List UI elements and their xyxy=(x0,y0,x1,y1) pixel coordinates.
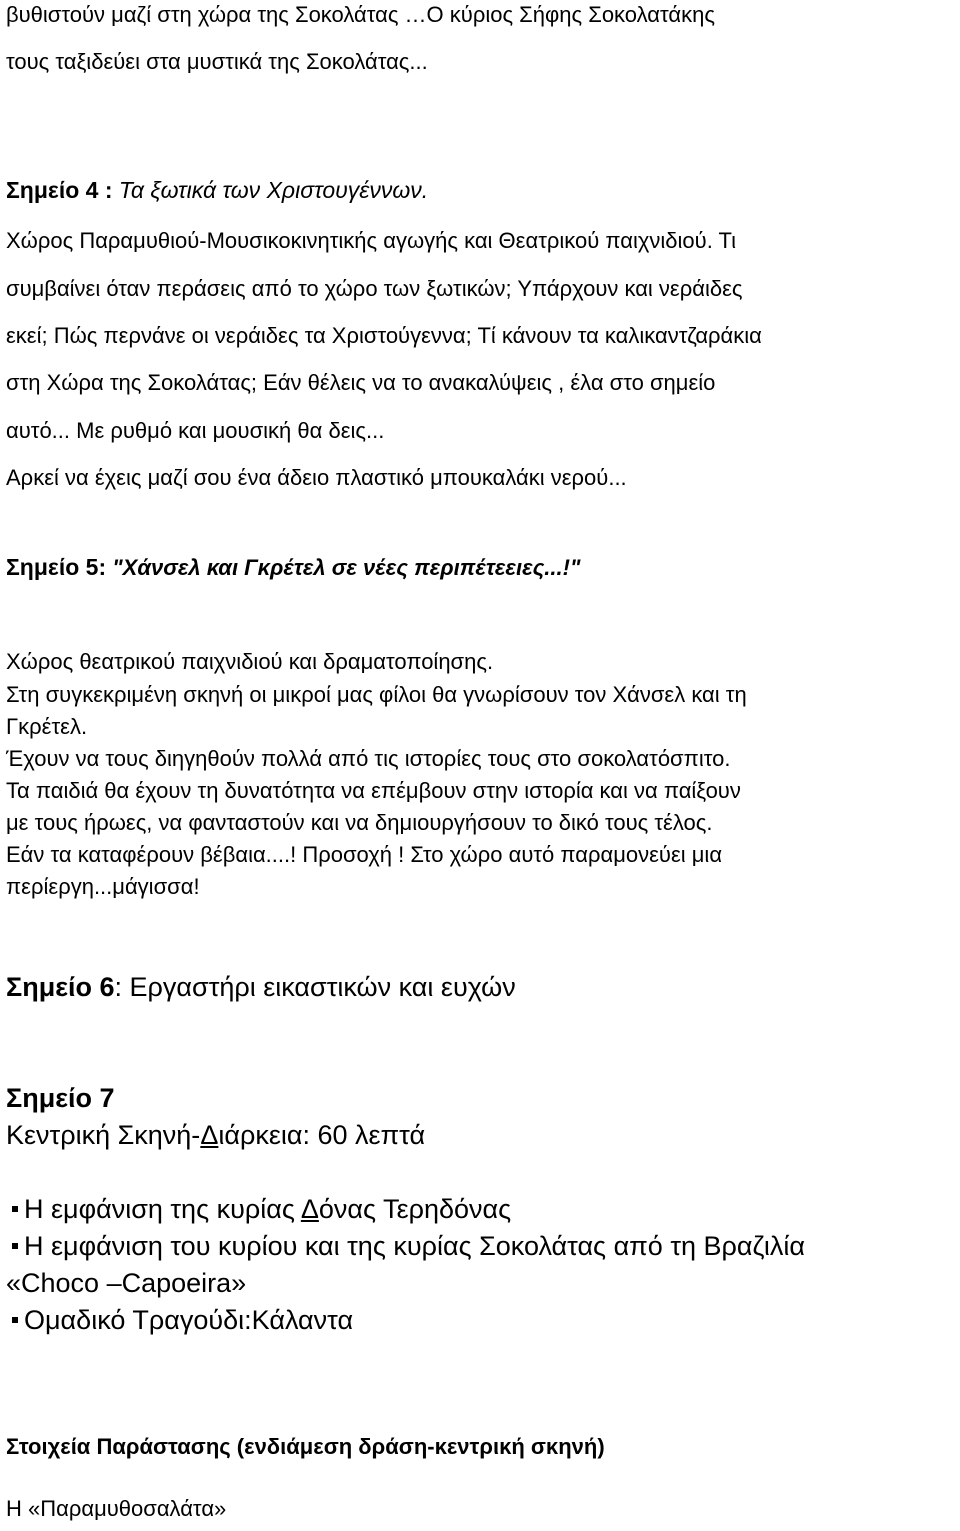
point7-label: Σημείο 7 xyxy=(6,1083,115,1113)
intro-line-1: βυθιστούν μαζί στη χώρα της Σοκολάτας …Ο κύριος Σήφης Σοκολατάκης xyxy=(6,2,715,27)
point7-subtitle-text: Κεντρική Σκηνή- xyxy=(6,1120,201,1150)
point4-line-2: συμβαίνει όταν περάσεις από το χώρο των ξωτικών; Υπάρχουν και νεράιδες xyxy=(6,276,743,301)
point4-label: Σημείο 4 : xyxy=(6,177,113,203)
point4-line-4: στη Χώρα της Σοκολάτας; Εάν θέλεις να το ανακαλύψεις , έλα στο σημείο xyxy=(6,370,716,395)
point7-item-1-rest: όνας Τερηδόνας xyxy=(318,1194,512,1224)
point5-title: "Χάνσελ και Γκρέτελ σε νέες περιπέτεειες...!" xyxy=(106,555,581,580)
point5-label: Σημείο 5: xyxy=(6,554,107,580)
point5-heading xyxy=(6,554,580,581)
point5-line-7: Εάν τα καταφέρουν βέβαια....! Προσοχή ! Στο χώρο αυτό παραμονεύει μια xyxy=(6,842,723,867)
point4-line-3: εκεί; Πώς περνάνε οι νεράιδες τα Χριστούγεννα; Τί κάνουν τα καλικαντζαράκια xyxy=(6,323,762,348)
point7-subtitle-rest: ιάρκεια: 60 λεπτά xyxy=(218,1120,426,1150)
point7-item-3-text: Ομαδικό Τραγούδι:Κάλαντα xyxy=(24,1305,354,1335)
bullet-icon xyxy=(12,1317,18,1323)
intro-line-2: τους ταξιδεύει στα μυστικά της Σοκολάτας... xyxy=(6,49,428,74)
elements-line: Η «Παραμυθοσαλάτα» xyxy=(6,1496,227,1521)
point5-line-8: περίεργη...μάγισσα! xyxy=(6,874,200,899)
point7-item-2-text: Η εμφάνιση του κυρίου και της κυρίας Σοκολάτας από τη Βραζιλία xyxy=(24,1231,806,1261)
point4-line-5: αυτό... Με ρυθμό και μουσική θα δεις... xyxy=(6,418,385,443)
point7-item-2 xyxy=(0,1231,805,1262)
point5-line-3: Γκρέτελ. xyxy=(6,714,88,739)
elements-heading: Στοιχεία Παράστασης (ενδιάμεση δράση-κεντρική σκηνή) xyxy=(6,1434,605,1459)
point5-line-2: Στη συγκεκριμένη σκηνή οι μικροί μας φίλοι θα γνωρίσουν τον Χάνσελ και τη xyxy=(6,682,747,707)
point6-heading xyxy=(6,972,516,1003)
point4-line-6: Αρκεί να έχεις μαζί σου ένα άδειο πλαστικό μπουκαλάκι νερού... xyxy=(6,465,627,490)
point7-item-3 xyxy=(0,1305,353,1336)
bullet-icon xyxy=(12,1206,18,1212)
point5-line-1: Χώρος θεατρικού παιχνιδιού και δραματοποίησης. xyxy=(6,649,494,674)
point7-item-1 xyxy=(0,1194,511,1225)
point4-line-1: Χώρος Παραμυθιού-Μουσικοκινητικής αγωγής και Θεατρικού παιχνιδιού. Τι xyxy=(6,228,737,253)
bullet-icon xyxy=(12,1243,18,1249)
point6-label: Σημείο 6 xyxy=(6,972,115,1002)
point5-line-4: Έχουν να τους διηγηθούν πολλά από τις ιστορίες τους στο σοκολατόσπιτο. xyxy=(6,746,731,771)
point7-item-1-underlined: Δ xyxy=(300,1194,319,1224)
point6-title: : Εργαστήρι εικαστικών και ευχών xyxy=(114,972,516,1002)
point7-item-2-cont: «Choco –Capoeira» xyxy=(6,1268,247,1298)
point7-item-1-text: Η εμφάνιση της κυρίας xyxy=(24,1194,301,1224)
point7-subtitle-underlined: Δ xyxy=(200,1120,219,1150)
point7-subtitle xyxy=(6,1120,425,1151)
point5-line-6: με τους ήρωες, να φανταστούν και να δημιουργήσουν το δικό τους τέλος. xyxy=(6,810,713,835)
point4-title: Τα ξωτικά των Χριστουγέννων. xyxy=(112,177,429,203)
point4-heading xyxy=(6,177,428,204)
point5-line-5: Τα παιδιά θα έχουν τη δυνατότητα να επέμβουν στην ιστορία και να παίξουν xyxy=(6,778,741,803)
